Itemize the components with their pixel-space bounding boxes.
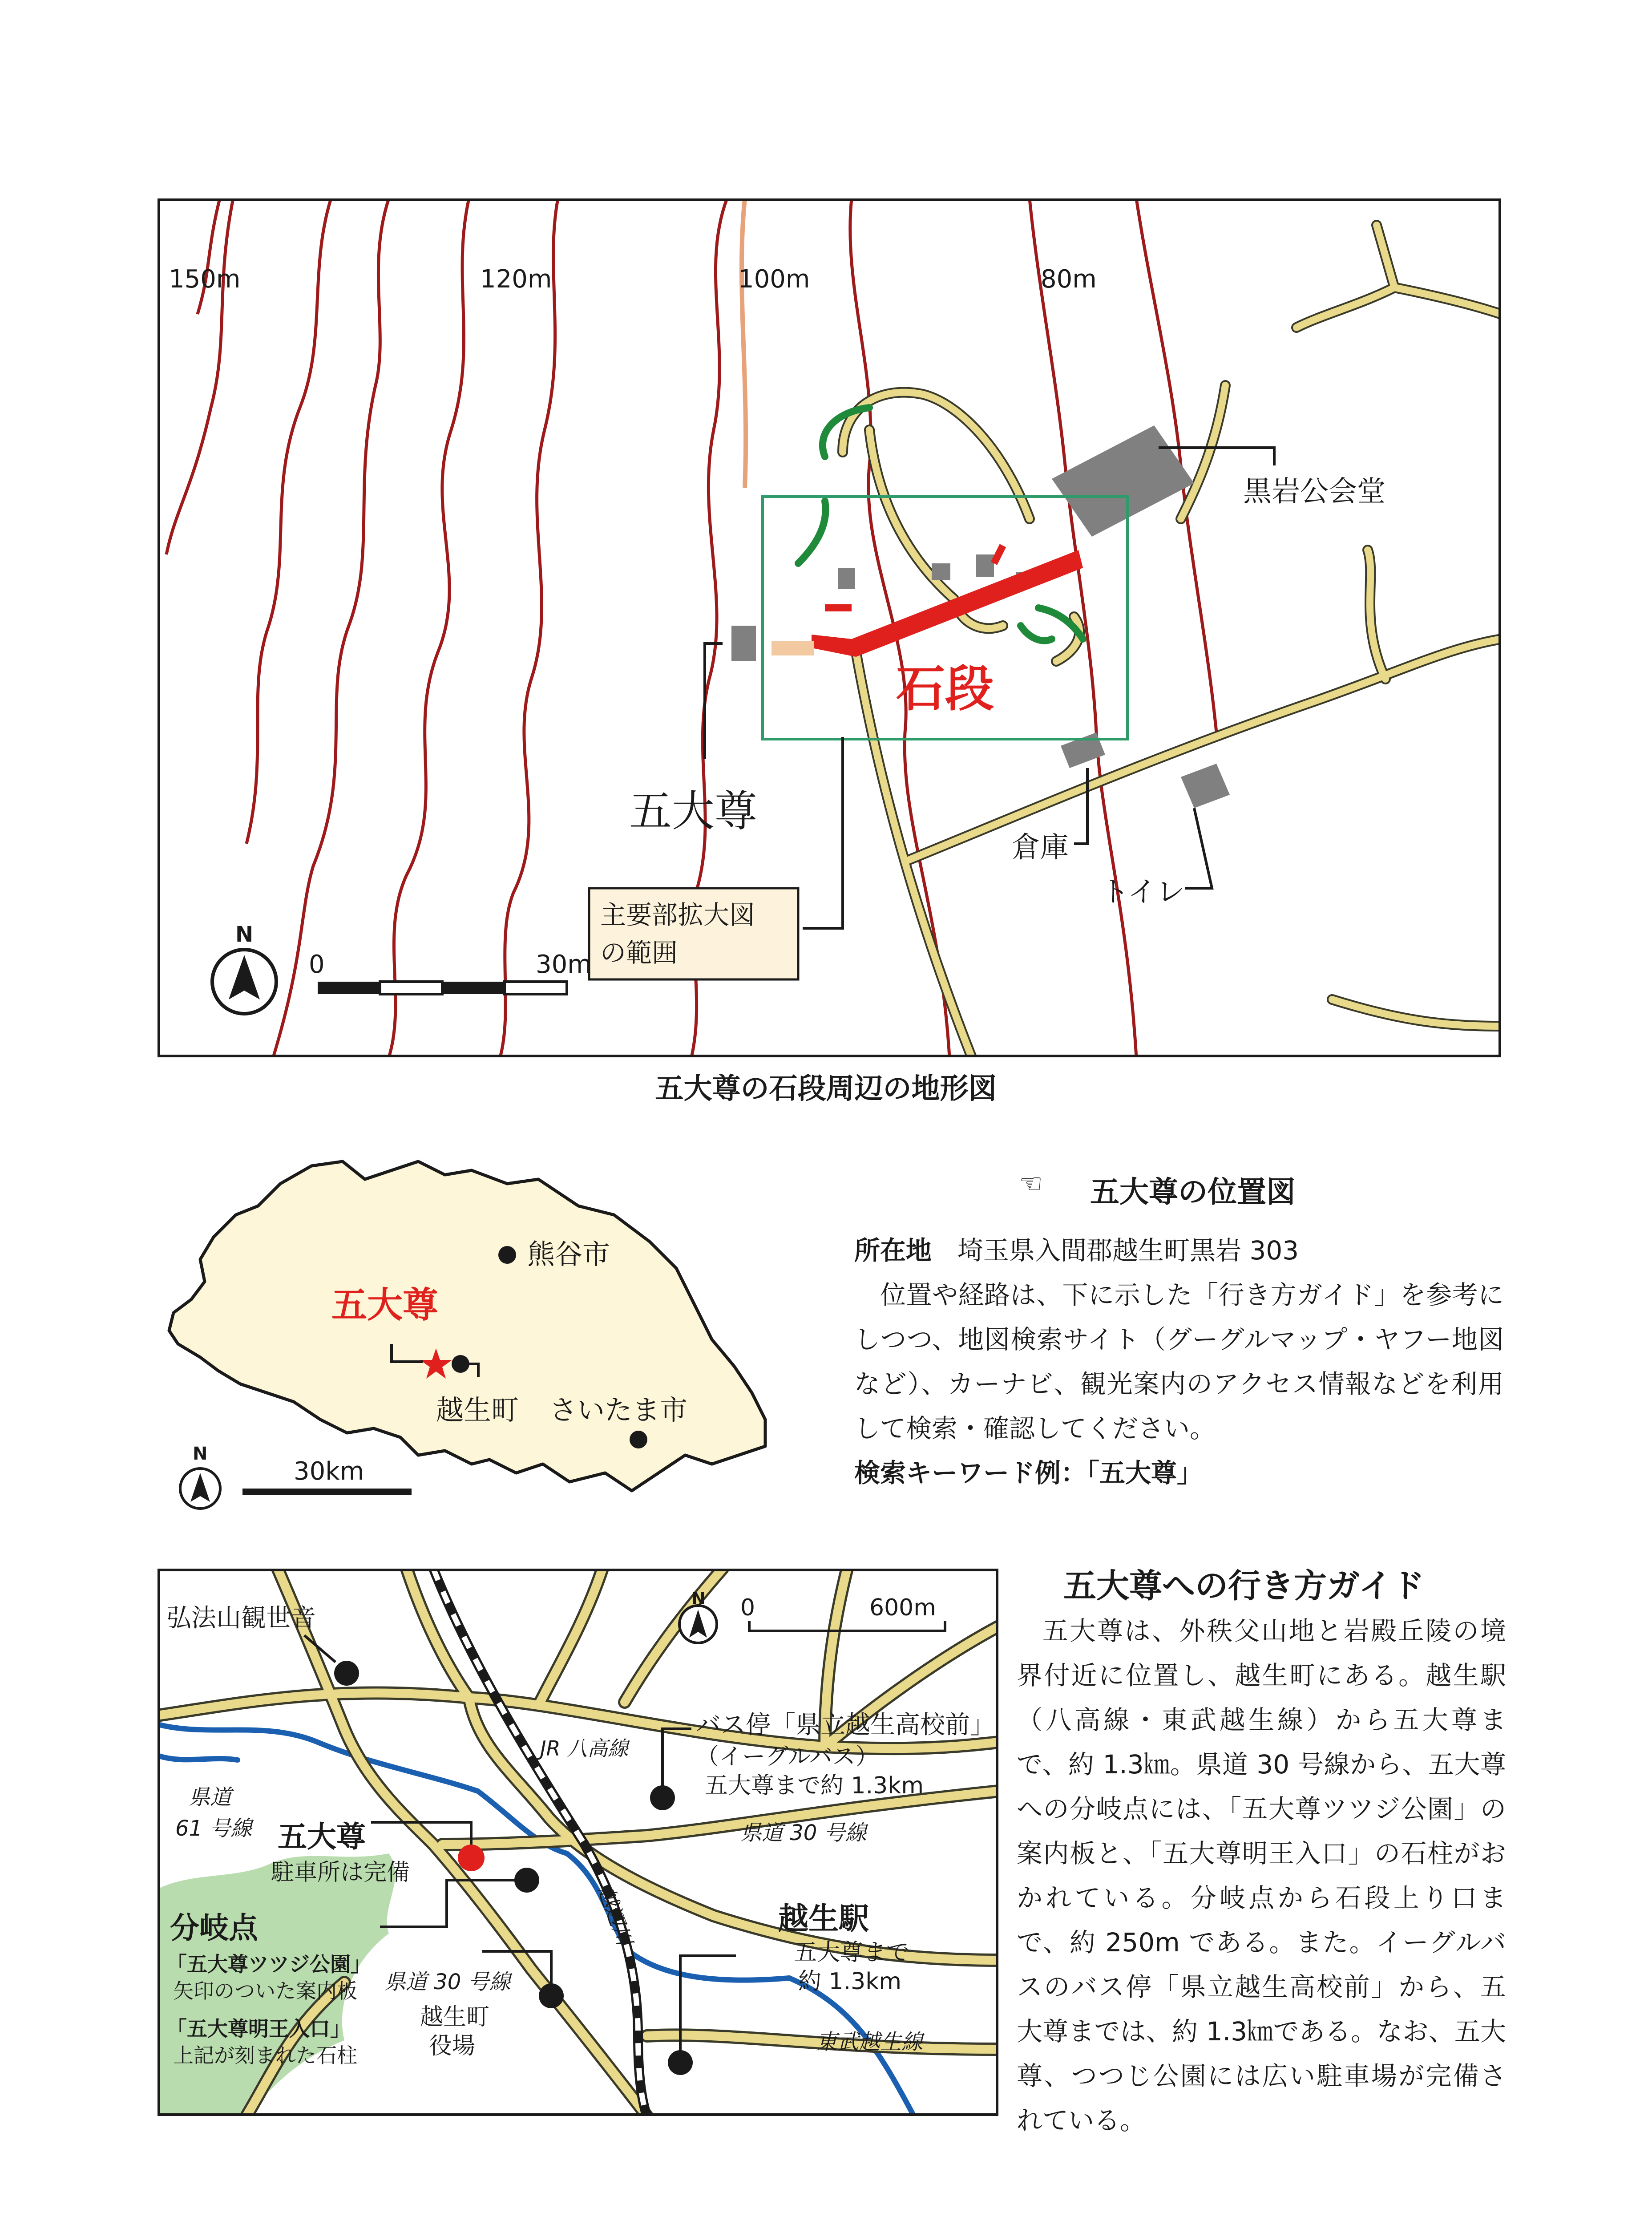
scale-bar xyxy=(242,1489,412,1495)
godaison-label: 五大尊 xyxy=(629,786,757,836)
toilet-building xyxy=(1181,764,1230,808)
scale-end-label: 600m xyxy=(869,1594,936,1621)
address-value: 埼玉県入間郡越生町黒岩 303 xyxy=(957,1235,1299,1266)
buildings xyxy=(731,425,1230,808)
godaison-marker xyxy=(458,1845,485,1871)
stone-steps-label: 石段 xyxy=(896,660,994,717)
north-label: N xyxy=(691,1589,706,1608)
bus-stop-line2: （イーグルバス） xyxy=(696,1744,879,1770)
contour-label-80: 80m xyxy=(1041,265,1097,294)
tobu-line-label: 東武越生線 xyxy=(816,2030,923,2055)
kobozan-dot xyxy=(334,1661,359,1686)
guide-title: 五大尊への行き方ガイド xyxy=(1063,1567,1425,1605)
north-arrow xyxy=(679,1606,717,1643)
north-arrow xyxy=(212,950,276,1014)
route-map xyxy=(158,1569,998,2116)
saitama-label: さいたま市 xyxy=(549,1394,688,1426)
koshi-river-label: 越辺川 xyxy=(593,1882,637,1949)
search-keyword: 検索キーワード例：「五大尊」 xyxy=(854,1458,1203,1488)
kumagaya-label: 熊谷市 xyxy=(527,1238,610,1270)
ogose-station-dot xyxy=(668,2050,693,2075)
saitama-dot xyxy=(630,1431,647,1448)
arrow-sign-label: 矢印のついた案内板 xyxy=(173,1979,357,2003)
stone-pillar-label: 上記が刻まれた石柱 xyxy=(173,2043,357,2067)
kobozan-label: 弘法山観世音 xyxy=(166,1604,316,1633)
pointing-hand-icon: ☜ xyxy=(1019,1168,1043,1199)
kumagaya-dot xyxy=(498,1246,516,1264)
ogose-station-line3: 約 1.3km xyxy=(798,1968,901,1995)
route30-lower-label: 県道 30 号線 xyxy=(384,1970,511,1994)
scale-bar xyxy=(749,1621,945,1631)
scale-start-label: 0 xyxy=(740,1594,755,1621)
route30-upper-label: 県道 30 号線 xyxy=(740,1820,867,1845)
bus-stop-label: バス停「県立越生高校前」 xyxy=(696,1711,995,1740)
bus-stop-dot xyxy=(650,1785,675,1810)
guide-body: 五大尊は、外秩父山地と岩殿丘陵の境界付近に位置し、越生町にある。越生駅（八高線・東武越生線）から五大尊まで、約 1.3㎞。県道 30 号線から、五大尊への分岐点には、「五大尊ツツジ公園」の案内板と、「五大尊明王入口」の石柱がおかれている。分岐点から石段上り口まで、約 250m である。また。イーグルバスのバス停「県立越生高校前」から、五大尊までは、約 1.3㎞である。なお、五大尊、つつじ公園には広い駐車場が完備されている。 xyxy=(1017,1616,1506,2136)
contour-label-100: 100m xyxy=(738,265,810,294)
warehouse-label: 倉庫 xyxy=(1012,831,1069,864)
parking-label: 駐車所は完備 xyxy=(271,1859,410,1886)
prefecture-outline xyxy=(169,1161,765,1491)
location-body: 位置や経路は、下に示した「行き方ガイド」を参考にしつつ、地図検索サイト（グーグルマップ・ヤフー地図など）、カーナビ、観光案内のアクセス情報などを利用して検索・確認してください。 xyxy=(854,1280,1504,1444)
ogose-station-line2: 五大尊まで xyxy=(794,1939,910,1966)
toilet-label: トイレ xyxy=(1101,876,1185,909)
ogose-office-label-line2: 役場 xyxy=(429,2033,476,2059)
scale-start-label: 0 xyxy=(309,950,325,979)
topographic-map xyxy=(158,198,1501,1057)
bus-stop-line3: 五大尊まで約 1.3km xyxy=(705,1772,924,1799)
scale-end-label: 30m xyxy=(536,950,592,979)
location-info xyxy=(854,1228,1504,1495)
ogose-office-dot xyxy=(539,1983,564,2008)
roads xyxy=(843,225,1501,1057)
ogose-station-label: 越生駅 xyxy=(778,1901,869,1937)
contour-label-120: 120m xyxy=(480,265,552,294)
contour-label-150: 150m xyxy=(169,265,241,294)
ogose-office-label-line1: 越生町 xyxy=(420,2004,490,2031)
guide-text xyxy=(1017,1609,1506,2143)
scale-label: 30km xyxy=(294,1457,364,1486)
jr-line-label: JR 八高線 xyxy=(540,1736,629,1760)
myoo-sign-label: 「五大尊明王入口」 xyxy=(166,2017,351,2041)
godaison-label: 五大尊 xyxy=(278,1820,366,1854)
scale-bar xyxy=(318,982,567,994)
extent-box-label-line1: 主要部拡大図 xyxy=(600,900,755,930)
godaison-building xyxy=(731,626,756,661)
address-label: 所在地 xyxy=(854,1235,932,1266)
extent-box-label-line2: の範囲 xyxy=(600,938,678,968)
route61-label-line2: 61 号線 xyxy=(175,1816,252,1841)
branch-point-label: 分岐点 xyxy=(170,1911,258,1945)
ogose-label: 越生町 xyxy=(436,1394,519,1426)
north-label: N xyxy=(193,1444,208,1464)
route61-label-line1: 県道 xyxy=(189,1785,232,1810)
topographic-map-caption: 五大尊の石段周辺の地形図 xyxy=(655,1072,997,1105)
location-map-title: 五大尊の位置図 xyxy=(1090,1175,1296,1209)
north-arrow xyxy=(180,1468,220,1509)
location-map xyxy=(151,1153,783,1522)
north-label: N xyxy=(235,922,254,947)
godaison-label: 五大尊 xyxy=(331,1284,438,1326)
kuroiwa-hall-label: 黒岩公会堂 xyxy=(1243,475,1385,508)
tsutsuji-sign-label: 「五大尊ツツジ公園」 xyxy=(166,1952,371,1976)
